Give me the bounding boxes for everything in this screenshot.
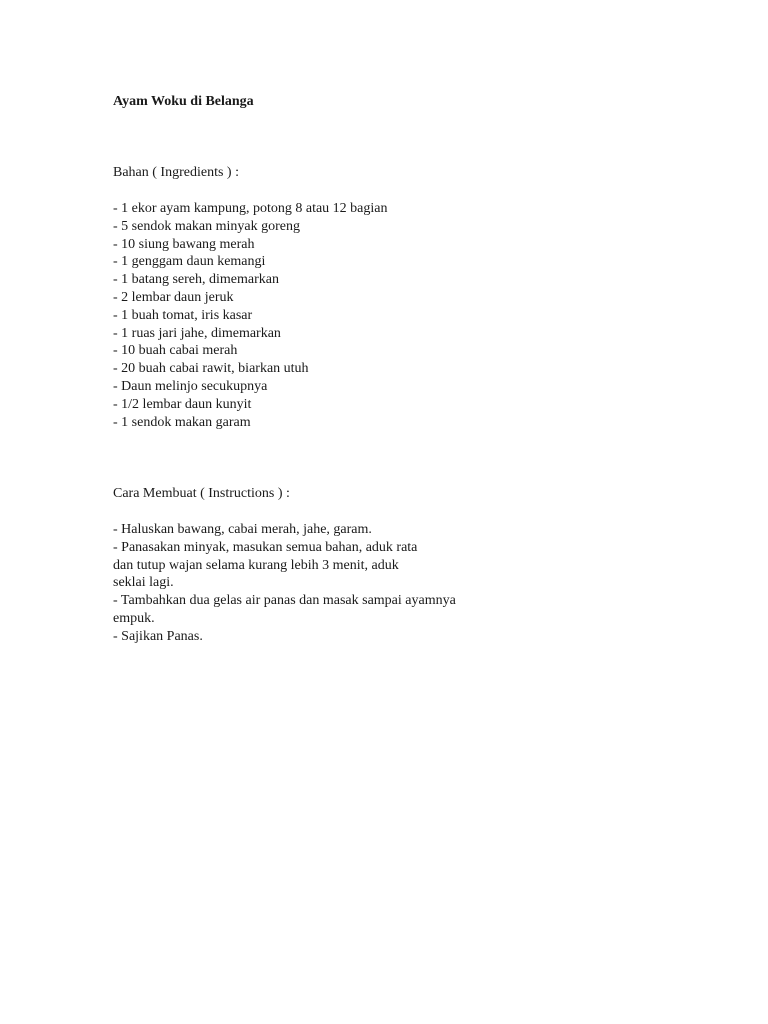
ingredient-item: - 10 siung bawang merah (113, 236, 255, 252)
ingredient-item: - 1 ruas jari jahe, dimemarkan (113, 325, 281, 341)
instruction-line: - Haluskan bawang, cabai merah, jahe, garam. (113, 522, 372, 537)
ingredient-item: - 1 genggam daun kemangi (113, 254, 266, 270)
instruction-line: - Tambahkan dua gelas air panas dan masak sampai ayamnya (113, 593, 456, 609)
instructions-heading: Cara Membuat ( Instructions ) : (113, 486, 290, 501)
instructions-list (113, 521, 456, 646)
ingredient-item: - 1 sendok makan garam (113, 414, 251, 430)
recipe-title: Ayam Woku di Belanga (113, 94, 254, 109)
ingredient-item: - 1/2 lembar daun kunyit (113, 396, 252, 412)
instruction-line: - Sajikan Panas. (113, 628, 203, 644)
instruction-line: dan tutup wajan selama kurang lebih 3 menit, aduk (113, 557, 399, 573)
ingredient-item: - Daun melinjo secukupnya (113, 378, 268, 394)
ingredient-item: - 2 lembar daun jeruk (113, 289, 234, 305)
ingredients-heading: Bahan ( Ingredients ) : (113, 165, 239, 180)
ingredient-item: - 20 buah cabai rawit, biarkan utuh (113, 361, 309, 377)
ingredient-item: - 1 batang sereh, dimemarkan (113, 272, 279, 288)
ingredient-item: - 5 sendok makan minyak goreng (113, 218, 301, 234)
ingredient-item: - 10 buah cabai merah (113, 343, 238, 359)
ingredient-item: - 1 buah tomat, iris kasar (113, 307, 253, 323)
ingredient-item: - 1 ekor ayam kampung, potong 8 atau 12 bagian (113, 201, 388, 216)
instruction-line: empuk. (113, 610, 155, 626)
instruction-line: - Panasakan minyak, masukan semua bahan, aduk rata (113, 539, 418, 555)
ingredients-list (113, 200, 387, 431)
instruction-line: seklai lagi. (113, 575, 174, 591)
